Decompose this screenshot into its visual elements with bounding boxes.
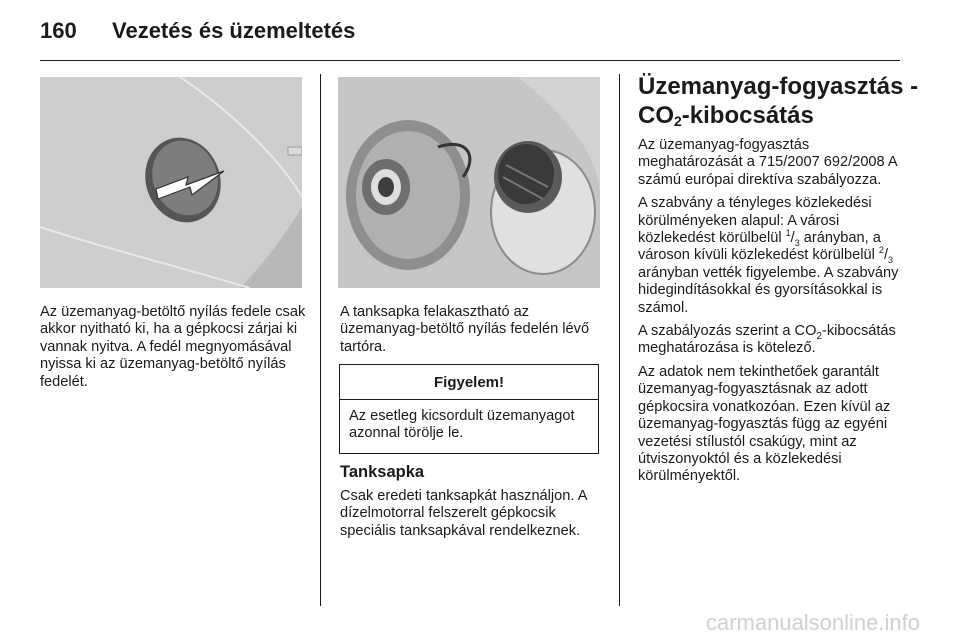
section-heading-consumption xyxy=(638,72,918,136)
frac2-num: 2 xyxy=(878,245,884,256)
middle-paragraph: A tanksapka felakasztható az üzemanyag-betöltő nyílás fedelén lévő tartóra. xyxy=(340,304,590,355)
p2-part-b: arányban, a városon kívüli közlekedést körülbelül xyxy=(638,230,881,264)
column-divider-left xyxy=(320,74,321,606)
heading-subscript: 2 xyxy=(674,113,682,129)
warning-text: Az esetleg kicsordult üzemanyagot azonnal törölje le. xyxy=(349,408,575,442)
left-paragraph: Az üzemanyag-betöltő nyílás fedele csak akkor nyitható ki, ha a gépkocsi zárjai ki vannak nyitva. A fedél megnyomásával nyissa ki az üzemanyag-betöltő nyílás fedelét. xyxy=(40,304,306,390)
page-title: Vezetés és üzemeltetés xyxy=(112,18,356,43)
heading-line-2 xyxy=(638,101,918,136)
heading-co: CO xyxy=(638,102,674,129)
fuel-cap-holder-illustration xyxy=(338,77,600,288)
right-paragraph-2 xyxy=(638,195,910,317)
p2-part-c: arányban vették figyelembe. A szabvány hidegindításokkal és gyorsításokkal is számol. xyxy=(638,264,899,316)
page-number: 160 xyxy=(40,18,77,43)
p2-part-a: A szabvány a tényleges közlekedési körülményeken alapul: A városi közlekedést körülbelül xyxy=(638,195,872,247)
fraction-one-third: $^1/_3$ xyxy=(785,228,800,248)
section-heading-tanksapka: Tanksapka xyxy=(340,463,425,481)
fuel-flap-illustration xyxy=(40,77,302,288)
right-paragraph-3 xyxy=(638,323,910,358)
tanksapka-paragraph: Csak eredeti tanksapkát használjon. A dízelmotorral felszerelt gépkocsik speciális tanksapkával rendelkeznek. xyxy=(340,488,587,539)
heading-line-1: Üzemanyag-fogyasztás - xyxy=(638,73,919,100)
right-column-text xyxy=(638,137,910,492)
watermark: carmanualsonline.info xyxy=(705,610,920,635)
right-paragraph-1: Az üzemanyag-fogyasztás meghatározását a 715/2007 692/2008 A számú európai direktíva szabályozza. xyxy=(638,137,897,188)
frac2-den: 3 xyxy=(888,255,894,266)
fraction-two-thirds: $^2/_3$ xyxy=(878,245,894,266)
warning-title: Figyelem! xyxy=(340,365,598,400)
right-paragraph-4: Az adatok nem tekinthetőek garantált üzemanyag-fogyasztásnak az adott gépkocsira vonatkozóan. Ezen kívül az üzemanyag-fogyasztás függ az egyéni vezetési stílustól csakúgy, mint az útviszonyoktól és a közlekedési körülményektől. xyxy=(638,363,891,485)
header-rule xyxy=(40,60,900,61)
heading-rest: -kibocsátás xyxy=(681,102,814,129)
frac1-den: 3 xyxy=(794,237,800,248)
warning-box xyxy=(339,364,599,454)
p3-subscript: 2 xyxy=(816,330,823,342)
p3-part-b: -kibocsátás meghatározása is kötelező. xyxy=(638,323,896,357)
column-divider-right xyxy=(619,74,620,606)
p3-part-a: A szabályozás szerint a CO xyxy=(638,323,817,340)
frac1-num: 1 xyxy=(785,228,791,239)
